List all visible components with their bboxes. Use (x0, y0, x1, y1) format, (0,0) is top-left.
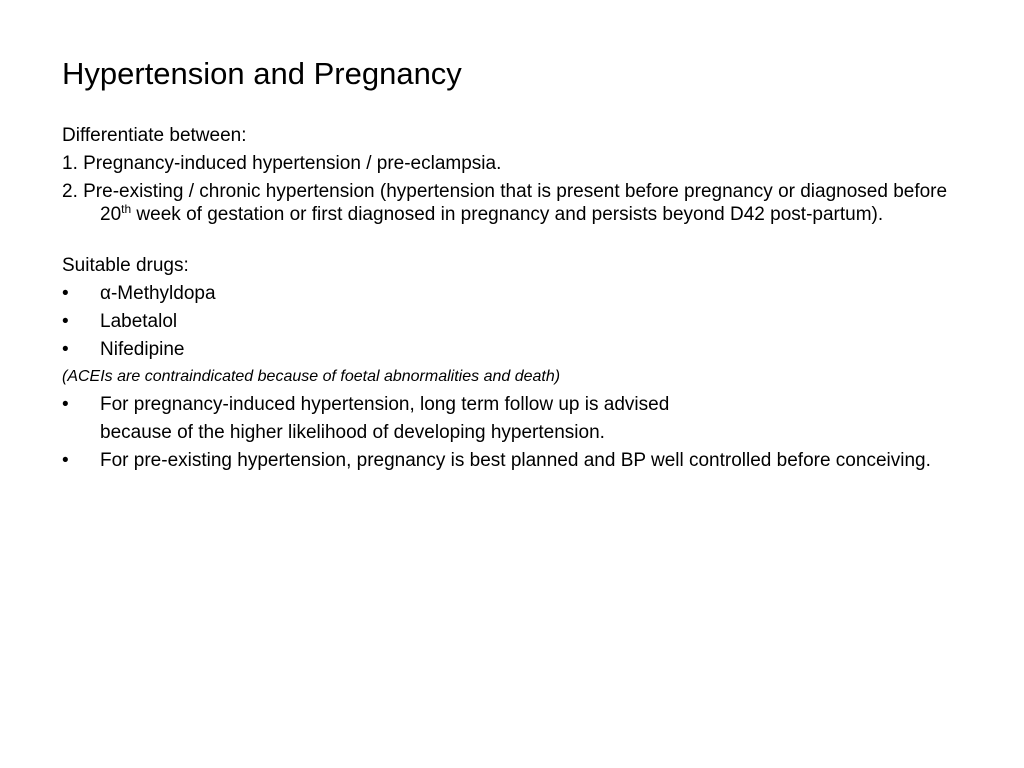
slide-body (62, 124, 962, 477)
advice-text: For pre-existing hypertension, pregnancy is best planned and BP well controlled before conceiving. (100, 450, 931, 471)
advice-continuation: because of the higher likelihood of developing hypertension. (100, 422, 605, 443)
bullet-icon: • (62, 283, 69, 304)
advice-list-item (62, 449, 962, 472)
advice-text: For pregnancy-induced hypertension, long term follow up is advised (100, 394, 670, 415)
drug-list-item (62, 338, 962, 361)
drug-name: α-Methyldopa (100, 283, 216, 304)
drug-list-item (62, 282, 962, 305)
slide-title: Hypertension and Pregnancy (62, 56, 462, 91)
contraindication-note: (ACEIs are contraindicated because of foetal abnormalities and death) (62, 368, 561, 385)
differentiate-item-2-text-a: 2. Pre-existing / chronic hypertension (hypertension that is present before pregnancy or diagnosed before 20 (62, 181, 948, 225)
bullet-icon: • (62, 394, 69, 415)
differentiate-heading: Differentiate between: (62, 125, 247, 146)
drug-name: Labetalol (100, 311, 178, 332)
drugs-heading: Suitable drugs: (62, 255, 189, 276)
differentiate-item-1: 1. Pregnancy-induced hypertension / pre-eclampsia. (62, 153, 502, 174)
bullet-icon: • (62, 311, 69, 332)
advice-list-item (62, 393, 962, 416)
ordinal-superscript: th (121, 202, 132, 216)
drug-name: Nifedipine (100, 339, 185, 360)
differentiate-item-2 (62, 180, 962, 226)
drug-list-item (62, 310, 962, 333)
differentiate-item-2-text-b: week of gestation or first diagnosed in pregnancy and persists beyond D42 post-partum). (131, 204, 884, 225)
bullet-icon: • (62, 339, 69, 360)
bullet-icon: • (62, 450, 69, 471)
